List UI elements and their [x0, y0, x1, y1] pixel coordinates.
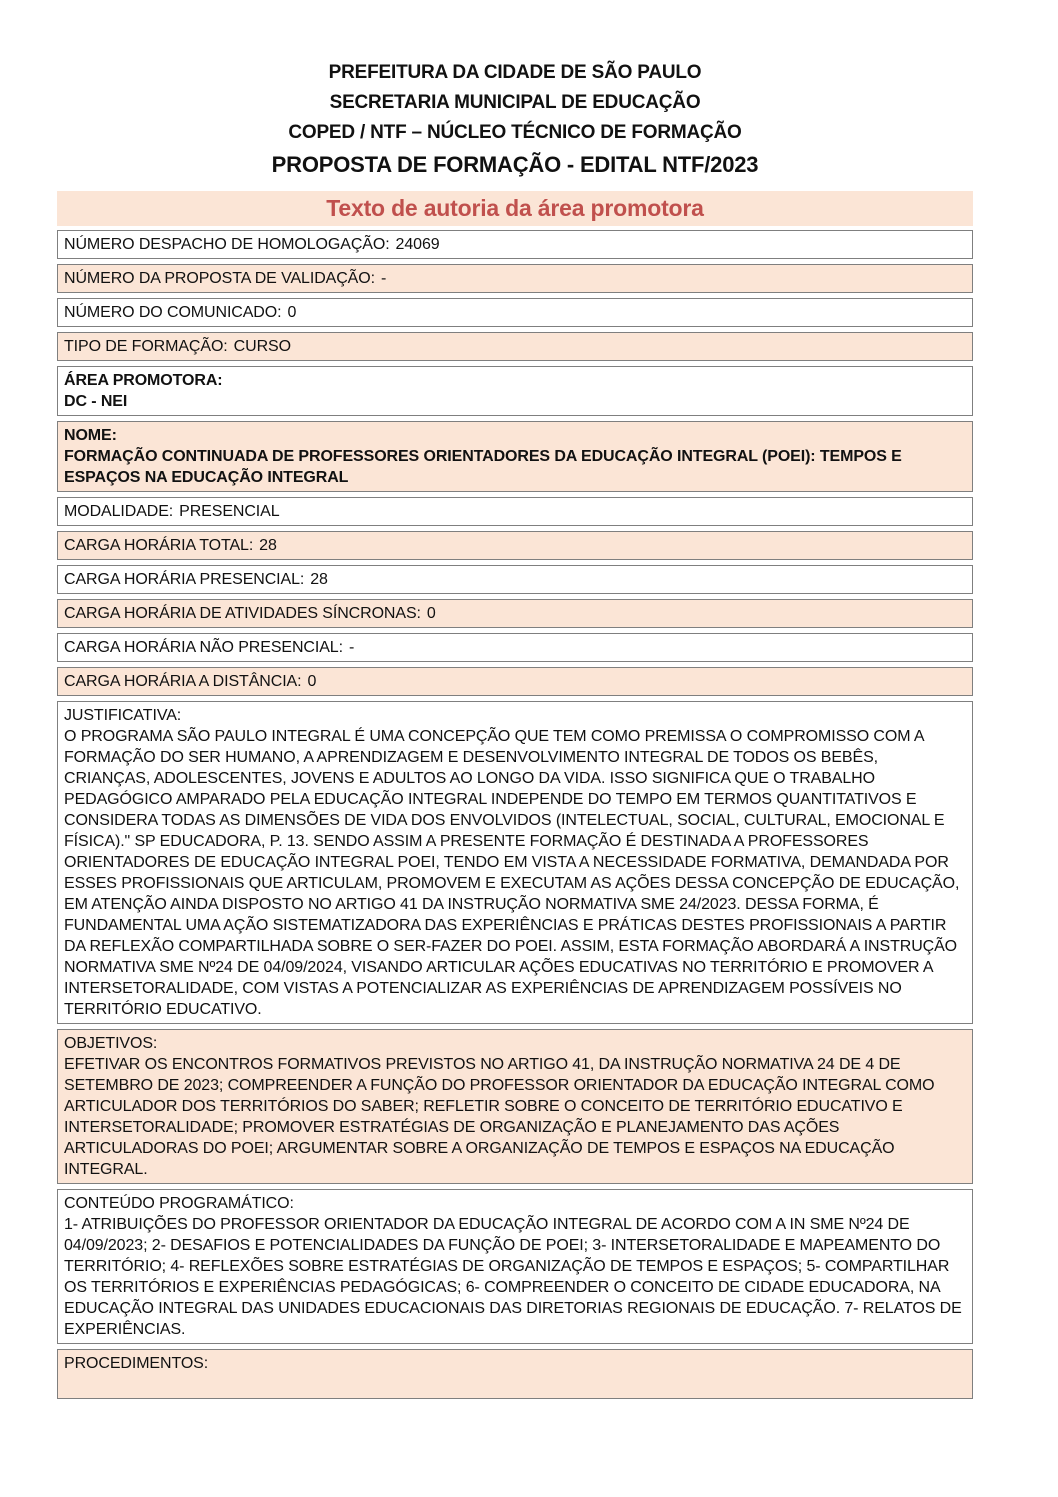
- row-conteudo-programatico: [57, 1189, 973, 1344]
- row-carga-horaria-distancia: [57, 667, 973, 696]
- field-label: CARGA HORÁRIA NÃO PRESENCIAL:: [64, 639, 343, 656]
- row-numero-comunicado: [57, 298, 973, 327]
- field-value: -: [348, 639, 355, 656]
- header-line-secretaria: SECRETARIA MUNICIPAL DE EDUCAÇÃO: [329, 92, 701, 113]
- row-carga-horaria-sincronas: [57, 599, 973, 628]
- section-label: JUSTIFICATIVA:: [64, 707, 182, 724]
- row-carga-horaria-presencial: [57, 565, 973, 594]
- row-modalidade: [57, 497, 973, 526]
- row-numero-despacho-homologacao: [57, 230, 973, 259]
- field-label: CARGA HORÁRIA A DISTÂNCIA:: [64, 673, 302, 690]
- row-nome: [57, 421, 973, 492]
- row-justificativa: [57, 701, 973, 1024]
- section-label: PROCEDIMENTOS:: [64, 1355, 209, 1372]
- field-label: CARGA HORÁRIA PRESENCIAL:: [64, 571, 305, 588]
- field-value: CURSO: [233, 338, 291, 355]
- row-carga-horaria-total: [57, 531, 973, 560]
- field-value: 28: [259, 537, 277, 554]
- row-objetivos: [57, 1029, 973, 1184]
- header-line-prefeitura: PREFEITURA DA CIDADE DE SÃO PAULO: [328, 62, 702, 83]
- authorship-banner: Texto de autoria da área promotora: [57, 191, 973, 226]
- field-label: CARGA HORÁRIA TOTAL:: [64, 537, 254, 554]
- field-label: NOME:: [64, 427, 117, 444]
- section-body: EFETIVAR OS ENCONTROS FORMATIVOS PREVISTOS NO ARTIGO 41, DA INSTRUÇÃO NORMATIVA 24 DE 4 DE SETEMBRO DE 2023; COMPREENDER A FUNÇÃO DO PROFESSOR ORIENTADOR DA EDUCAÇÃO INTEGRAL COMO ARTICULADOR DOS TERRITÓRIOS DO SABER; REFLETIR SOBRE O CONCEITO DE TERRITÓRIO EDUCATIVO E INTERSETORALIDADE; PROMOVER ESTRATÉGIAS DE ORGANIZAÇÃO E PLANEJAMENTO DAS AÇÕES ARTICULADORAS DO POEI; ARGUMENTAR SOBRE A ORGANIZAÇÃO DE TEMPOS E ESPAÇOS NA EDUCAÇÃO INTEGRAL.: [64, 1056, 935, 1178]
- field-value: 0: [426, 605, 436, 622]
- header-line-coped: COPED / NTF – NÚCLEO TÉCNICO DE FORMAÇÃO: [288, 122, 742, 143]
- row-carga-horaria-nao-presencial: [57, 633, 973, 662]
- section-label: CONTEÚDO PROGRAMÁTICO:: [64, 1195, 294, 1212]
- row-area-promotora: [57, 366, 973, 416]
- row-numero-proposta-validacao: [57, 264, 973, 293]
- field-label: NÚMERO DA PROPOSTA DE VALIDAÇÃO:: [64, 270, 375, 287]
- field-value: 0: [307, 673, 317, 690]
- field-value: -: [380, 270, 387, 287]
- field-label: ÁREA PROMOTORA:: [64, 372, 223, 389]
- section-body: 1- ATRIBUIÇÕES DO PROFESSOR ORIENTADOR DA EDUCAÇÃO INTEGRAL DE ACORDO COM A IN SME Nº24 DE 04/09/2023; 2- DESAFIOS E POTENCIALIDADES DA FUNÇÃO DE POEI; 3- INTERSETORALIDADE E MAPEAMENTO DO TERRITÓRIO; 4- REFLEXÕES SOBRE ESTRATÉGIAS DE ORGANIZAÇÃO DE TEMPOS E ESPAÇOS; 5- COMPARTILHAR OS TERRITÓRIOS E EXPERIÊNCIAS PEDAGÓGICAS; 6- COMPREENDER O CONCEITO DE CIDADE EDUCADORA, NA EDUCAÇÃO INTEGRAL DAS UNIDADES EDUCACIONAIS DAS DIRETORIAS REGIONAIS DE EDUCAÇÃO. 7- RELATOS DE EXPERIÊNCIAS.: [64, 1216, 962, 1338]
- field-label: NÚMERO DESPACHO DE HOMOLOGAÇÃO:: [64, 236, 390, 253]
- section-body: O PROGRAMA SÃO PAULO INTEGRAL É UMA CONCEPÇÃO QUE TEM COMO PREMISSA O COMPROMISSO COM A FORMAÇÃO DO SER HUMANO, A APRENDIZAGEM E DESENVOLVIMENTO INTEGRAL DE TODOS OS BEBÊS, CRIANÇAS, ADOLESCENTES, JOVENS E ADULTOS AO LONGO DA VIDA. ISSO SIGNIFICA QUE O TRABALHO PEDAGÓGICO AMPARADO PELA EDUCAÇÃO INTEGRAL INDEPENDE DO TEMPO EM TERMOS QUANTITATIVOS E CONSIDERA TODAS AS DIMENSÕES DE VIDA DOS ENVOLVIDOS (INTELECTUAL, SOCIAL, CULTURAL, EMOCIONAL E FÍSICA)." SP EDUCADORA, P. 13. SENDO ASSIM A PRESENTE FORMAÇÃO É DESTINADA A PROFESSORES ORIENTADORES DE EDUCAÇÃO INTEGRAL POEI, TENDO EM VISTA A NECESSIDADE FORMATIVA, DEMANDADA POR ESSES PROFISSIONAIS QUE ARTICULAM, PROMOVEM E EXECUTAM AS AÇÕES DESSA CONCEPÇÃO DE EDUCAÇÃO, EM ATENÇÃO AINDA DISPOSTO NO ARTIGO 41 DA INSTRUÇÃO NORMATIVA SME 24/2023. DESSA FORMA, É FUNDAMENTAL UMA AÇÃO SISTEMATIZADORA DAS EXPERIÊNCIAS E PRÁTICAS DESTES PROFISSIONAIS A PARTIR DA REFLEXÃO COMPARTILHADA SOBRE O SER-FAZER DO POEI. ASSIM, ESTA FORMAÇÃO ABORDARÁ A INSTRUÇÃO NORMATIVA SME Nº24 DE 04/09/2024, VISANDO ARTICULAR AÇÕES EDUCATIVAS NO TERRITÓRIO E PROMOVER A INTERSETORALIDADE, COM VISTAS A POTENCIALIZAR AS EXPERIÊNCIAS DE APRENDIZAGEM POSSÍVEIS NO TERRITÓRIO EDUCATIVO.: [64, 728, 960, 1018]
- field-label: MODALIDADE:: [64, 503, 174, 520]
- section-label: OBJETIVOS:: [64, 1035, 158, 1052]
- field-label: NÚMERO DO COMUNICADO:: [64, 304, 282, 321]
- field-value: PRESENCIAL: [179, 503, 280, 520]
- field-value: DC - NEI: [64, 393, 128, 410]
- field-value: 28: [310, 571, 328, 588]
- field-value: FORMAÇÃO CONTINUADA DE PROFESSORES ORIENTADORES DA EDUCAÇÃO INTEGRAL (POEI): TEMPOS E ESPAÇOS NA EDUCAÇÃO INTEGRAL: [64, 448, 902, 486]
- document-header: [57, 58, 973, 181]
- row-procedimentos: [57, 1349, 973, 1399]
- field-label: CARGA HORÁRIA DE ATIVIDADES SÍNCRONAS:: [64, 605, 421, 622]
- field-value: 0: [287, 304, 297, 321]
- page-title: PROPOSTA DE FORMAÇÃO - EDITAL NTF/2023: [271, 152, 759, 177]
- field-label: TIPO DE FORMAÇÃO:: [64, 338, 228, 355]
- document-body: [57, 191, 973, 1399]
- field-value: 24069: [395, 236, 440, 253]
- row-tipo-formacao: [57, 332, 973, 361]
